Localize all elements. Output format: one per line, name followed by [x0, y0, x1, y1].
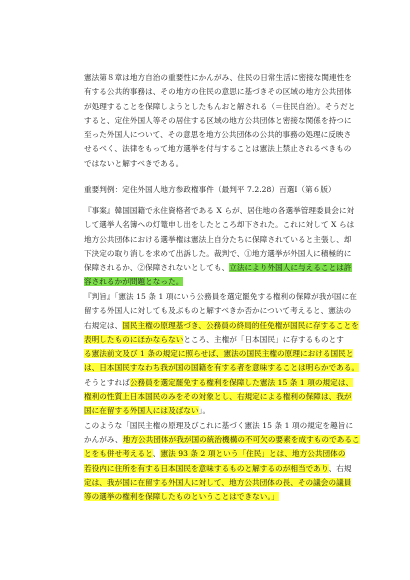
text-line: [84, 275, 336, 289]
text-line: [84, 361, 360, 375]
text-segment: 保障されるか、②保障されないとしても、: [84, 263, 230, 273]
text-line: [84, 157, 336, 171]
text-line: [84, 447, 346, 461]
highlighted-text: 容されるかが問題となった。: [84, 277, 184, 287]
text-line: [84, 433, 360, 447]
text-line: [84, 347, 354, 361]
text-segment: 地方公共団体における選挙権は憲法上自分たちに保障されていると主張し、却: [84, 234, 352, 244]
text-segment: 憲法第８章は地方自治の重要性にかんがみ、住民の日常生活に密接な関連性を: [84, 73, 352, 82]
text-line: [84, 261, 352, 275]
text-segment: 、右規: [328, 463, 352, 473]
text-line: [84, 490, 336, 504]
text-line: [84, 476, 352, 490]
text-line: [84, 376, 354, 390]
text-segment: 至った外国人について、その意思を地方公共団体の公共的事務の処理に反映さ: [84, 130, 352, 140]
text-line: [84, 233, 352, 247]
text-line: [84, 204, 355, 218]
text-line: [84, 419, 354, 433]
highlighted-text: 定は、我が国に在留する外国人に対して、地方公共団体の長、その議会の議員: [84, 477, 352, 487]
text-line: [84, 319, 359, 333]
case-heading-block: [84, 183, 336, 197]
highlighted-text: 表明したものにほかならない: [84, 334, 184, 344]
text-segment: が処理することを保障しようとしたもんおと解される（＝住民自治）。そうだと: [84, 101, 356, 111]
text-line: [84, 85, 352, 99]
highlighted-text: 憲法 93 条 2 項という「住民」とは、地方公共団体の: [160, 449, 346, 459]
text-segment: 右規定は、: [84, 320, 123, 330]
text-segment: 『事案』韓国国籍で永住資格者である X らが、居住地の各選挙管理委員会に対: [84, 206, 355, 215]
text-line: [84, 71, 352, 85]
text-segment: かんがみ、: [84, 434, 123, 444]
highlighted-text: は、日本国民すなわち我が国の国籍を有する者を意味することは明らかである。: [84, 363, 360, 373]
highlighted-text: 立法により外国人に与えることは許: [229, 263, 352, 273]
text-line: [84, 100, 356, 114]
text-segment: 、: [152, 449, 161, 459]
text-segment: して選挙人名簿への灯篭申し出をしたところ却下された。これに対して X らは: [84, 220, 355, 230]
text-segment: 」。: [198, 406, 211, 416]
text-segment: せるべく、法律をもって地方選挙を付与することは憲法上禁止されるべきもの: [84, 144, 352, 154]
highlighted-text: 国民主権の原理基づき、公務員の終局的任免権が国民に存することを: [122, 320, 359, 330]
text-segment: 『判旨』「憲法 15 条 1 項にいう公務員を選定罷免する権利の保障が我が国に在: [84, 292, 357, 301]
case-heading: 重要判例：定住外国人地方参政権事件（最判平 7.2.28）百選Ⅰ（第６版）: [84, 185, 336, 194]
text-line: [84, 290, 357, 304]
text-segment: ではないと解すべきである。: [84, 158, 184, 168]
text-segment: 有する公共的事務は、その地方の住民の意思に基づきその区域の地方公共団体: [84, 87, 352, 97]
text-line: [84, 304, 352, 318]
text-segment: ところ、主権が「日本国民」に存するものとす: [183, 334, 344, 344]
text-segment: 留する外国人に対しても及ぶものと解すべきか否かについて考えると、憲法の: [84, 306, 352, 316]
text-line: [84, 404, 336, 418]
text-line: [84, 128, 352, 142]
highlighted-text: 地方公共団体が我が国の統治機構の不可欠の要素を成すものであるこ: [122, 434, 360, 444]
text-segment: そうとすれば: [84, 377, 130, 387]
text-line: [84, 142, 352, 156]
text-line: [84, 114, 352, 128]
text-line: [84, 462, 352, 476]
text-line: [84, 333, 344, 347]
text-segment: 下決定の取り消しを求めて出訴した。裁判で、①地方選挙が外国人に積極的に: [84, 248, 352, 258]
judgment-holding-paragraph: [84, 290, 360, 504]
highlighted-text: る憲法前文及び 1 条の規定に照らせば、憲法の国民主権の原理における国民と: [84, 349, 354, 359]
text-segment: このような「国民主権の原理及びこれに基づく憲法 15 条 1 項の規定を趣旨に: [84, 420, 354, 430]
text-line: [84, 247, 352, 261]
text-segment: すると、定住外国人等その居住する区域の地方公共団体と密接な関係を持つに: [84, 115, 352, 125]
text-line: [84, 218, 355, 232]
text-line: [84, 390, 352, 404]
highlighted-text: 若役内に住所を有する日本国民を意味するものと解するのが相当であり: [84, 463, 329, 473]
local-autonomy-paragraph: [84, 71, 356, 171]
highlighted-text: 国に在留する外国人には及ばない: [84, 406, 199, 416]
highlighted-text: 等の選挙の権利を保障したものということはできない。」: [84, 492, 279, 502]
highlighted-text: 権利の性質上日本国民のみをその対象とし、右規定による権利の保障は、我が: [84, 392, 352, 402]
highlighted-text: 公務員を選定罷免する権利を保障した憲法 15 条 1 項の規定は、: [129, 377, 354, 387]
highlighted-text: とをも併せ考えると: [84, 449, 153, 459]
case-facts-paragraph: [84, 204, 355, 290]
